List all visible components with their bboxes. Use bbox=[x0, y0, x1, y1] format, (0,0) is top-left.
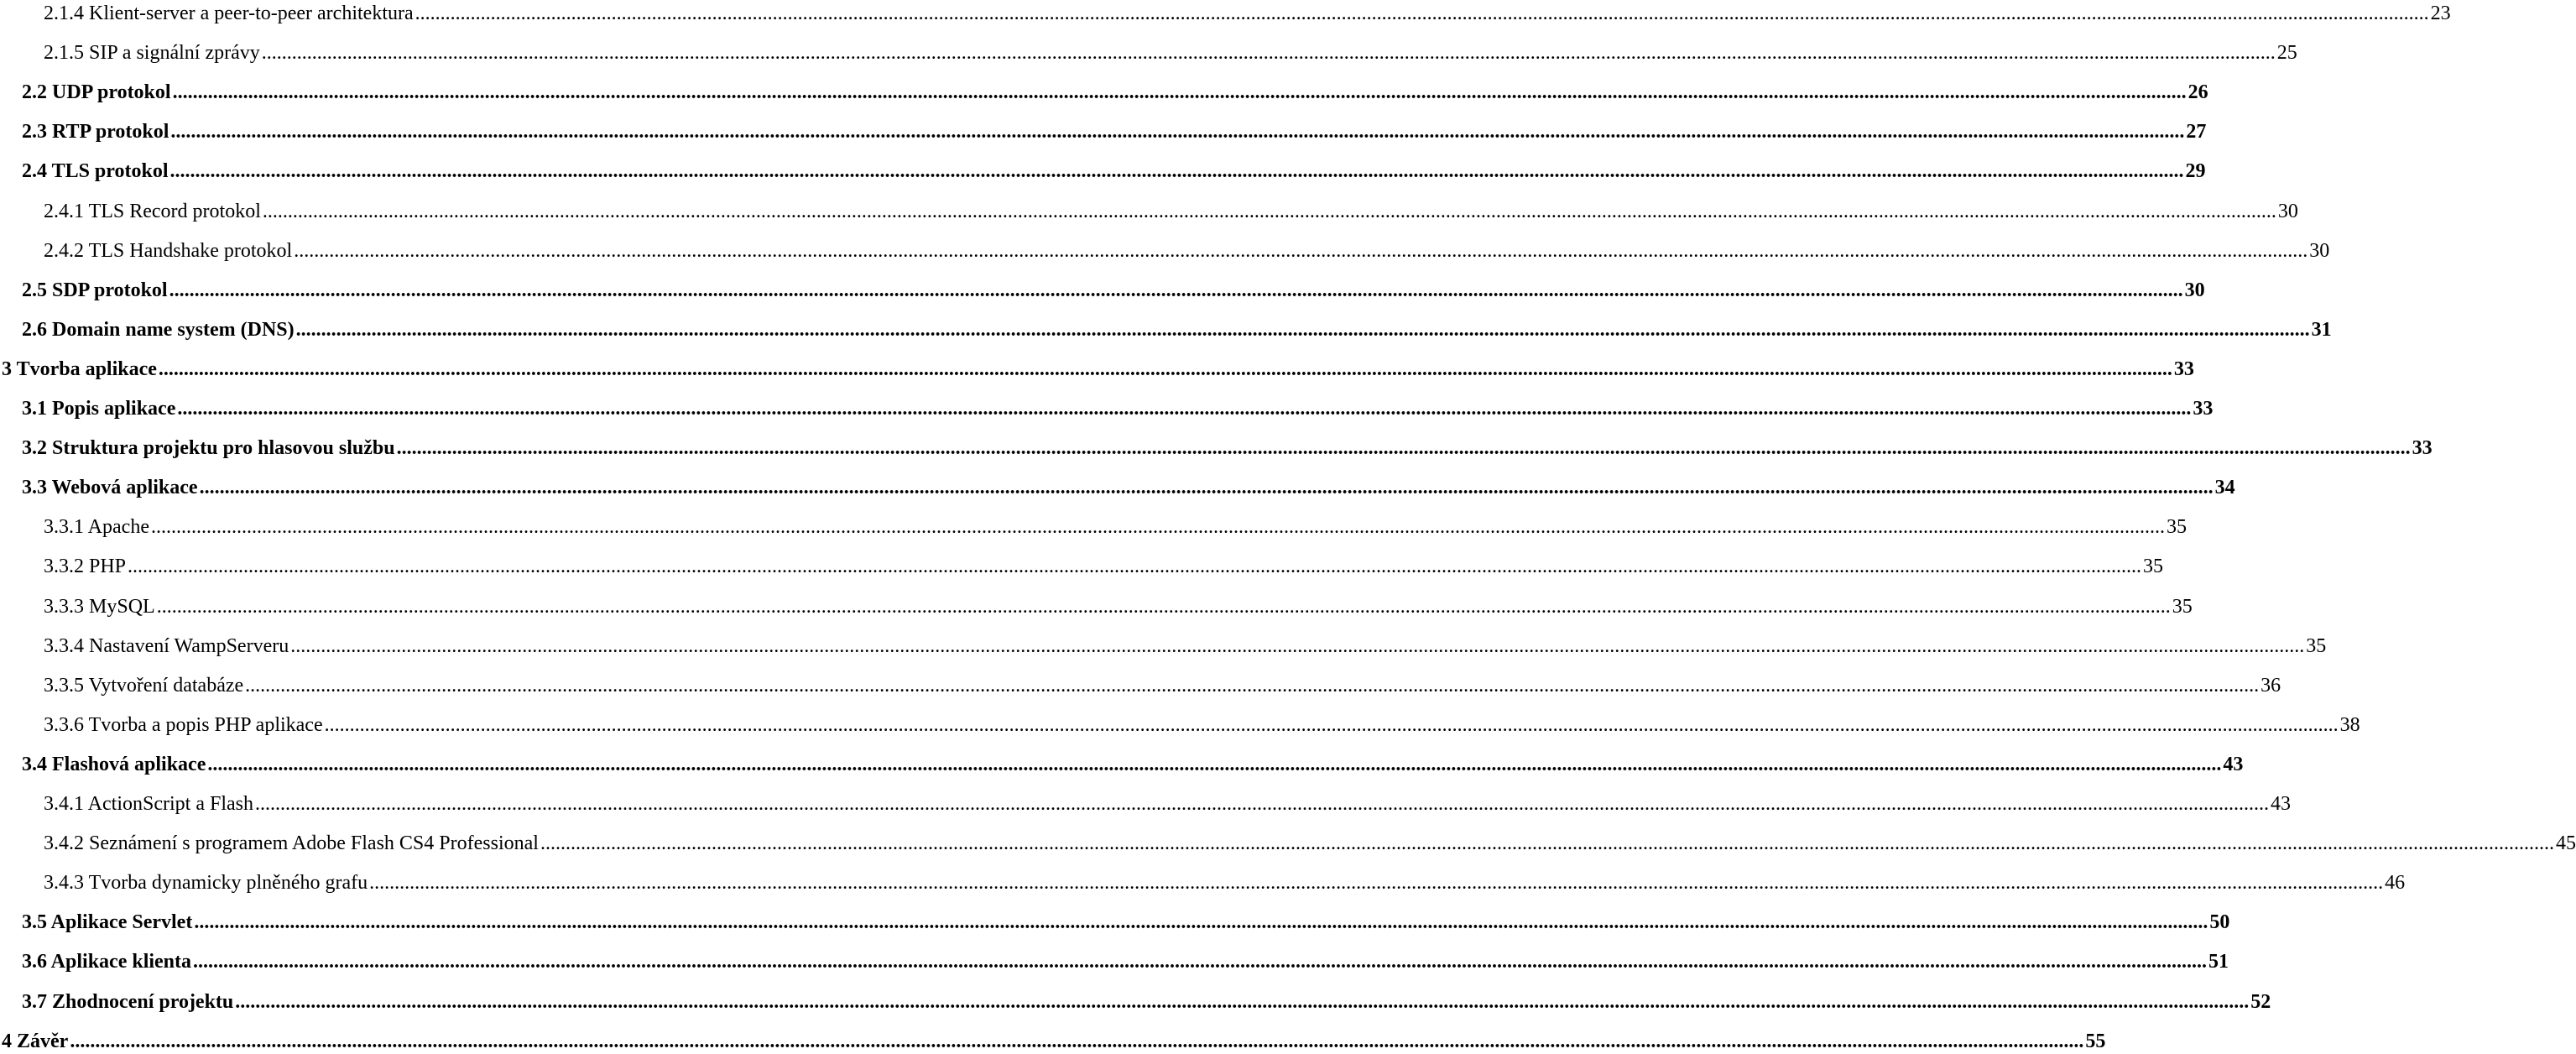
toc-entry[interactable] bbox=[44, 514, 2187, 540]
toc-entry[interactable] bbox=[44, 712, 2360, 738]
toc-entry[interactable] bbox=[44, 199, 2298, 224]
toc-entry-title: 2.4.1 TLS Record protokol bbox=[44, 201, 261, 222]
toc-entry-title: 3.3.3 MySQL bbox=[44, 596, 155, 618]
toc-dot-leader: ................................................................................................................................................................................................................................................................................................................................................................................................................ bbox=[150, 516, 2165, 538]
toc-entry-title: 3.3.1 Apache bbox=[44, 516, 149, 538]
toc-entry-title: 2.1.4 Klient-server a peer-to-peer architektura bbox=[44, 3, 414, 24]
toc-entry-title: 3.3.4 Nastavení WampServeru bbox=[44, 635, 289, 657]
toc-entry[interactable] bbox=[44, 870, 2406, 895]
toc-entry-title: 3.3.5 Vytvoření databáze bbox=[44, 675, 244, 697]
toc-entry[interactable] bbox=[2, 1029, 2106, 1054]
toc-dot-leader: ................................................................................................................................................................................................................................................................................................................................................................................................................ bbox=[199, 477, 2214, 498]
toc-entry[interactable] bbox=[22, 159, 2206, 184]
toc-entry-title: 3.6 Aplikace klienta bbox=[22, 951, 192, 973]
toc-dot-leader: ................................................................................................................................................................................................................................................................................................................................................................................................................ bbox=[194, 911, 2208, 933]
toc-entry[interactable] bbox=[22, 80, 2208, 105]
toc-entry-title: 3.3 Webová aplikace bbox=[22, 477, 198, 498]
toc-entry[interactable] bbox=[22, 910, 2230, 935]
toc-entry-title: 3.4.1 ActionScript a Flash bbox=[44, 793, 253, 815]
toc-entry-page-number: 46 bbox=[2385, 872, 2406, 894]
toc-entry[interactable] bbox=[44, 594, 2193, 619]
toc-entry[interactable] bbox=[44, 238, 2330, 264]
toc-dot-leader: ................................................................................................................................................................................................................................................................................................................................................................................................................ bbox=[169, 160, 2184, 182]
toc-entry[interactable] bbox=[22, 949, 2229, 974]
toc-entry-page-number: 43 bbox=[2223, 754, 2244, 775]
toc-dot-leader: ................................................................................................................................................................................................................................................................................................................................................................................................................ bbox=[235, 991, 2250, 1013]
toc-entry-page-number: 27 bbox=[2186, 121, 2207, 143]
toc-entry[interactable] bbox=[22, 119, 2207, 144]
toc-entry-page-number: 51 bbox=[2208, 951, 2229, 973]
toc-entry-page-number: 52 bbox=[2250, 991, 2271, 1013]
toc-dot-leader: ................................................................................................................................................................................................................................................................................................................................................................................................................ bbox=[170, 121, 2185, 143]
toc-dot-leader: ................................................................................................................................................................................................................................................................................................................................................................................................................ bbox=[169, 279, 2183, 301]
toc-entry-page-number: 25 bbox=[2276, 42, 2297, 64]
toc-dot-leader: ................................................................................................................................................................................................................................................................................................................................................................................................................ bbox=[172, 81, 2187, 103]
toc-entry-page-number: 26 bbox=[2188, 81, 2208, 103]
toc-dot-leader: ................................................................................................................................................................................................................................................................................................................................................................................................................ bbox=[245, 675, 2260, 697]
toc-entry-page-number: 36 bbox=[2261, 675, 2281, 697]
toc-entry[interactable] bbox=[44, 673, 2281, 698]
toc-entry[interactable] bbox=[44, 40, 2297, 65]
toc-dot-leader: ................................................................................................................................................................................................................................................................................................................................................................................................................ bbox=[158, 358, 2172, 380]
toc-entry-title: 4 Závěr bbox=[2, 1031, 69, 1052]
toc-entry-page-number: 33 bbox=[2412, 437, 2433, 459]
toc-entry-title: 3.1 Popis aplikace bbox=[22, 398, 176, 420]
toc-dot-leader: ................................................................................................................................................................................................................................................................................................................................................................................................................ bbox=[324, 714, 2339, 736]
toc-entry-page-number: 55 bbox=[2085, 1031, 2106, 1052]
toc-entry[interactable] bbox=[22, 278, 2205, 303]
toc-entry-title: 3.4 Flashová aplikace bbox=[22, 754, 206, 775]
toc-entry-page-number: 38 bbox=[2339, 714, 2360, 736]
toc-entry-page-number: 35 bbox=[2166, 516, 2187, 538]
toc-entry-title: 2.4.2 TLS Handshake protokol bbox=[44, 240, 293, 262]
toc-entry-page-number: 30 bbox=[2277, 201, 2298, 222]
toc-entry-title: 3.3.6 Tvorba a popis PHP aplikace bbox=[44, 714, 323, 736]
toc-entry[interactable] bbox=[44, 791, 2291, 817]
toc-entry-page-number: 34 bbox=[2214, 477, 2235, 498]
toc-entry-title: 3.4.3 Tvorba dynamicky plněného grafu bbox=[44, 872, 368, 894]
toc-entry[interactable] bbox=[2, 357, 2194, 382]
toc-entry[interactable] bbox=[22, 317, 2332, 342]
toc-entry-title: 3.2 Struktura projektu pro hlasovou službu bbox=[22, 437, 395, 459]
toc-dot-leader: ................................................................................................................................................................................................................................................................................................................................................................................................................ bbox=[193, 951, 2208, 973]
toc-dot-leader: ................................................................................................................................................................................................................................................................................................................................................................................................................ bbox=[294, 240, 2308, 262]
toc-dot-leader: ................................................................................................................................................................................................................................................................................................................................................................................................................ bbox=[254, 793, 2269, 815]
toc-entry[interactable] bbox=[22, 396, 2214, 421]
toc-entry-page-number: 30 bbox=[2184, 279, 2205, 301]
toc-entry-page-number: 29 bbox=[2185, 160, 2206, 182]
toc-dot-leader: ................................................................................................................................................................................................................................................................................................................................................................................................................ bbox=[261, 42, 2276, 64]
toc-entry[interactable] bbox=[22, 989, 2271, 1015]
toc-entry-page-number: 35 bbox=[2143, 556, 2164, 577]
toc-dot-leader: ................................................................................................................................................................................................................................................................................................................................................................................................................ bbox=[156, 596, 2171, 618]
toc-entry-title: 3.3.2 PHP bbox=[44, 556, 127, 577]
toc-entry-page-number: 33 bbox=[2193, 398, 2214, 420]
toc-dot-leader: ................................................................................................................................................................................................................................................................................................................................................................................................................ bbox=[262, 201, 2276, 222]
toc-dot-leader: ................................................................................................................................................................................................................................................................................................................................................................................................................ bbox=[70, 1031, 2084, 1052]
toc-entry-page-number: 33 bbox=[2173, 358, 2194, 380]
toc-dot-leader: ................................................................................................................................................................................................................................................................................................................................................................................................................ bbox=[128, 556, 2142, 577]
toc-entry-title: 3 Tvorba aplikace bbox=[2, 358, 157, 380]
toc-dot-leader: ................................................................................................................................................................................................................................................................................................................................................................................................................ bbox=[540, 832, 2554, 854]
toc-dot-leader: ................................................................................................................................................................................................................................................................................................................................................................................................................ bbox=[207, 754, 2222, 775]
toc-entry-title: 3.4.2 Seznámení s programem Adobe Flash CS4 Professional bbox=[44, 832, 539, 854]
toc-entry-title: 2.6 Domain name system (DNS) bbox=[22, 319, 295, 341]
toc-entry[interactable] bbox=[22, 475, 2235, 500]
toc-entry[interactable] bbox=[44, 831, 2576, 856]
toc-dot-leader: ................................................................................................................................................................................................................................................................................................................................................................................................................ bbox=[290, 635, 2305, 657]
toc-entry-title: 2.2 UDP protokol bbox=[22, 81, 171, 103]
toc-dot-leader: ................................................................................................................................................................................................................................................................................................................................................................................................................ bbox=[415, 3, 2429, 24]
toc-entry-page-number: 31 bbox=[2311, 319, 2332, 341]
toc-dot-leader: ................................................................................................................................................................................................................................................................................................................................................................................................................ bbox=[177, 398, 2192, 420]
toc-entry[interactable] bbox=[22, 436, 2433, 461]
toc-entry-title: 2.1.5 SIP a signální zprávy bbox=[44, 42, 260, 64]
toc-entry[interactable] bbox=[22, 752, 2244, 777]
toc-dot-leader: ................................................................................................................................................................................................................................................................................................................................................................................................................ bbox=[369, 872, 2384, 894]
toc-entry-title: 2.5 SDP protokol bbox=[22, 279, 168, 301]
toc-entry-title: 3.5 Aplikace Servlet bbox=[22, 911, 193, 933]
toc-entry-page-number: 35 bbox=[2172, 596, 2193, 618]
toc-entry-page-number: 30 bbox=[2309, 240, 2330, 262]
toc-entry-page-number: 50 bbox=[2209, 911, 2230, 933]
toc-entry[interactable] bbox=[44, 1, 2451, 26]
toc-entry-page-number: 23 bbox=[2430, 3, 2451, 24]
toc-dot-leader: ................................................................................................................................................................................................................................................................................................................................................................................................................ bbox=[295, 319, 2310, 341]
toc-entry-title: 2.3 RTP protokol bbox=[22, 121, 169, 143]
toc-entry[interactable] bbox=[44, 634, 2327, 659]
toc-entry-page-number: 43 bbox=[2270, 793, 2291, 815]
toc-entry-title: 3.7 Zhodnocení projektu bbox=[22, 991, 234, 1013]
toc-entry[interactable] bbox=[44, 554, 2164, 579]
toc-dot-leader: ................................................................................................................................................................................................................................................................................................................................................................................................................ bbox=[396, 437, 2411, 459]
toc-entry-page-number: 35 bbox=[2306, 635, 2327, 657]
toc-entry-page-number: 45 bbox=[2555, 832, 2576, 854]
toc-entry-title: 2.4 TLS protokol bbox=[22, 160, 169, 182]
